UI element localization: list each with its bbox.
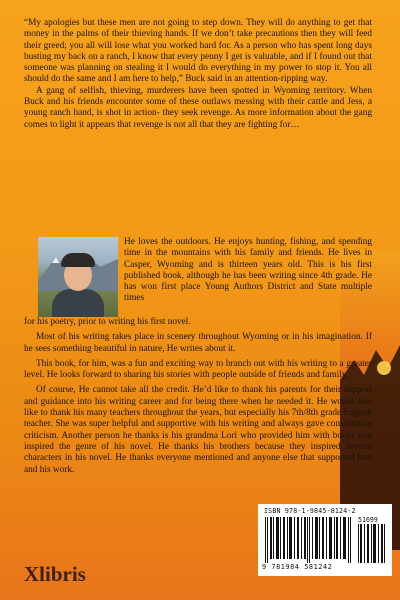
- price-addon-code: 51699: [358, 516, 378, 524]
- author-cap: [61, 253, 95, 267]
- back-cover-blurb: [24, 18, 372, 131]
- ean-digits: 9 781984 581242: [262, 563, 333, 571]
- blurb-paragraph: “My apologies but these men are not going to step down. They will do anything to get that money in the palms of their thieving hands. If we don’t take precautions then they will feed their greed; you all will lose what you worked hard for. As a person who has spent long days busting my back on a ranch, I know that every penny I get is valuable, and if I found out that someone was planning on stealing it I would do everything in my power to stop it. You all should do the same and I am here to help,” Buck said in an attention-ripping way.: [24, 18, 372, 85]
- bio-paragraph: This book, for him, was a fun and exciting way to branch out with his writing to a greater level. He looks forward to sharing his stories with people outside of friends and family.: [24, 358, 372, 381]
- publisher-logo: Xlibris: [24, 562, 86, 586]
- author-bio-intro: [124, 237, 372, 305]
- bio-paragraph: Most of his writing takes place in scenery throughout Wyoming or in his imagination. If he sees something beautiful in nature, He writes about it.: [24, 332, 372, 354]
- isbn-label: ISBN 978-1-9845-8124-2: [264, 507, 356, 515]
- blurb-paragraph: A gang of selfish, thieving, murderers have been spotted in Wyoming territory. When Buck and his friends encounter some of these outlaws messing with their cattle and Jess, a young ranch hand, is shot in action- they seek revenge. As more information about the gang comes to light it appears that revenge is not all that they are fighting for…: [24, 85, 372, 130]
- author-shirt: [52, 289, 104, 317]
- author-photo: [38, 237, 118, 317]
- ean-barcode-bars: [264, 517, 354, 563]
- bio-paragraph: He loves the outdoors. He enjoys hunting, fishing, and spending time in the mountains with his family and friends. He lives in Casper, Wyoming and is thirteen years old. This is his first published book, although he has been writing since 4th grade. He has won first place Young Authors District and State multiple times: [124, 237, 372, 304]
- addon-barcode-bars: [358, 524, 386, 563]
- bio-paragraph-continued: for his poetry, prior to writing his first novel.: [24, 317, 191, 327]
- isbn-barcode: [258, 504, 392, 576]
- bio-paragraph: Of course, He cannot take all the credit. He’d like to thank his parents for their support and guidance into his writing career and for being there when he needed it. He would also like to thank his many teachers throughout the years, but especially his 7th/8th grade English teacher. She was super helpful and supportive with his writing and always gave constructive criticism. Another person he thanks is his grandma Lori who provided him with books that inspired the genre of his novel. He thanks his brothers because they inspired several characters in his novel. He thanks everyone mentioned and anyone else that supported him and his work.: [24, 385, 372, 475]
- author-bio: [24, 317, 372, 480]
